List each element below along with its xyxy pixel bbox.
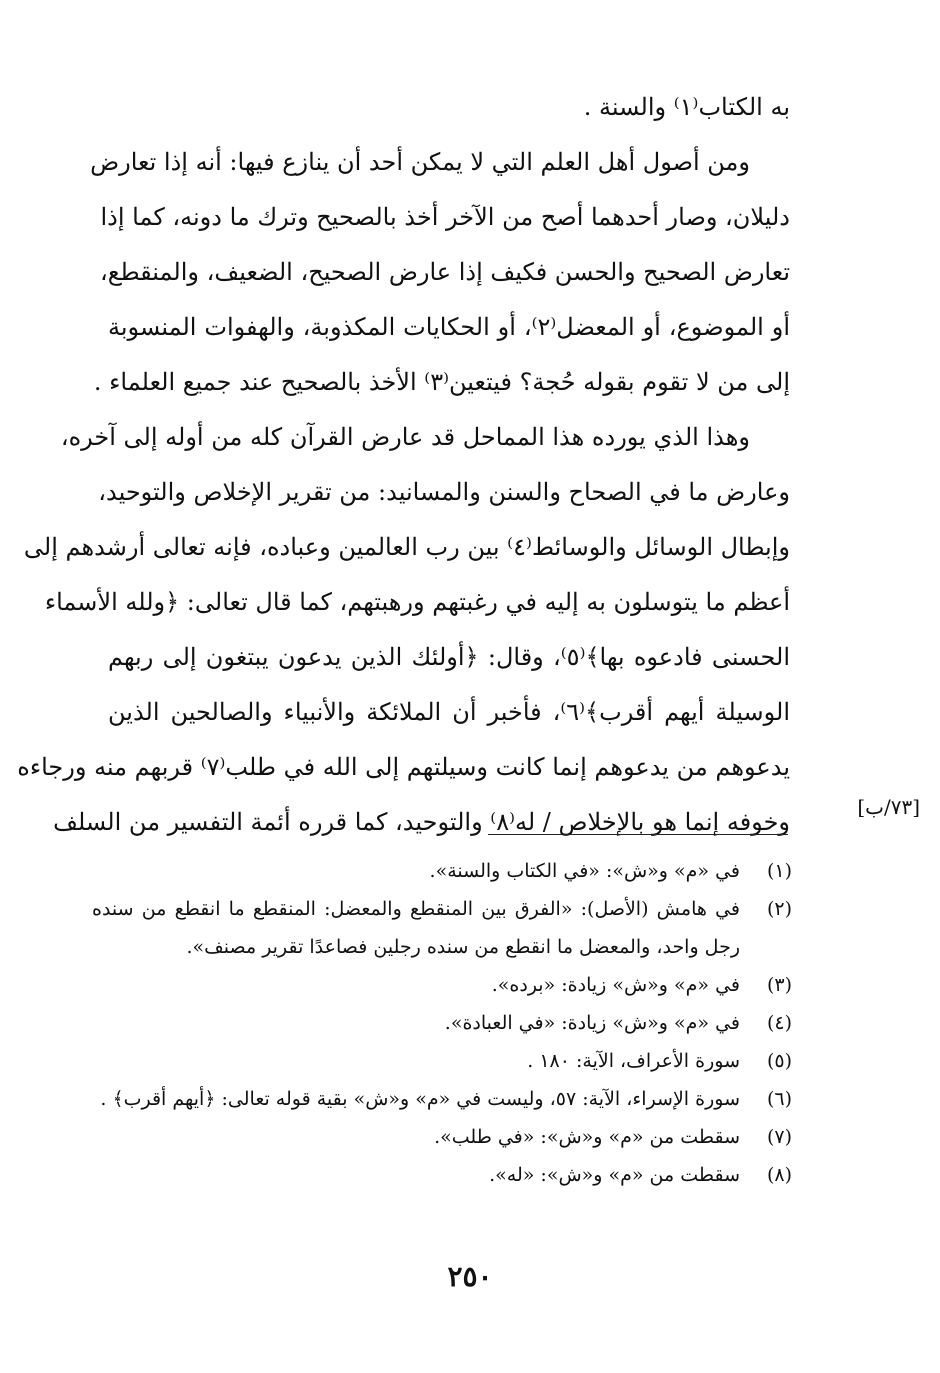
text-line-13: يدعوهم من يدعوهم إنما كانت وسيلتهم إلى الله في طلب⁽٧⁾ قربهم منه ورجاءه bbox=[17, 753, 790, 781]
text-line-5: أو الموضوع، أو المعضل⁽٢⁾، أو الحكايات المكذوبة، والهفوات المنسوبة bbox=[108, 313, 790, 341]
footnote-number: (٢) bbox=[766, 898, 792, 920]
footnote-2 bbox=[92, 890, 792, 966]
text-line-6: إلى من لا تقوم بقوله حُجة؟ فيتعين⁽٣⁾ الأخذ بالصحيح عند جميع العلماء . bbox=[93, 368, 790, 396]
footnote-number: (٨) bbox=[766, 1164, 792, 1186]
footnotes bbox=[92, 852, 792, 1194]
footnote-6 bbox=[92, 1080, 792, 1118]
footnote-5 bbox=[92, 1042, 792, 1080]
footnote-text: في «م» و«ش» زيادة: «برده». bbox=[491, 974, 740, 996]
footnote-number: (٣) bbox=[766, 974, 792, 996]
footnote-text: سقطت من «م» و«ش»: «في طلب». bbox=[434, 1126, 740, 1148]
footnote-text: في «م» و«ش»: «في الكتاب والسنة». bbox=[429, 860, 740, 882]
footnote-number: (٦) bbox=[766, 1088, 792, 1110]
text-line-4: تعارض الصحيح والحسن فكيف إذا عارض الصحيح، الضعيف، والمنقطع، bbox=[99, 258, 790, 286]
text-line-1: به الكتاب⁽١⁾ والسنة . bbox=[583, 93, 790, 121]
footnote-number: (٤) bbox=[766, 1012, 792, 1034]
footnote-separator bbox=[488, 834, 788, 835]
text-line-12: الوسيلة أيهم أقرب﴾⁽٦⁾، فأخبر أن الملائكة والأنبياء والصالحين الذين bbox=[108, 698, 790, 726]
text-line-3: دليلان، وصار أحدهما أصح من الآخر أخذ بالصحيح وترك ما دونه، كما إذا bbox=[100, 203, 790, 231]
footnote-text: في «م» و«ش» زيادة: «في العبادة». bbox=[444, 1012, 740, 1034]
text-line-10: أعظم ما يتوسلون به إليه في رغبتهم ورهبتهم، كما قال تعالى: ﴿ولله الأسماء bbox=[44, 588, 790, 616]
manuscript-folio-marker: [٧٣/ب] bbox=[857, 795, 920, 819]
main-text bbox=[17, 80, 790, 850]
footnote-text: سورة الأعراف، الآية: ١٨٠ . bbox=[527, 1050, 740, 1072]
footnote-number: (٧) bbox=[766, 1126, 792, 1148]
footnote-3 bbox=[92, 966, 792, 1004]
footnote-text: سقطت من «م» و«ش»: «له». bbox=[489, 1164, 740, 1186]
footnote-text: سورة الإسراء، الآية: ٥٧، وليست في «م» و«ش» بقية قوله تعالى: ﴿أيهم أقرب﴾ . bbox=[100, 1088, 740, 1110]
footnote-number: (١) bbox=[766, 860, 792, 882]
text-line-8: وعارض ما في الصحاح والسنن والمسانيد: من تقرير الإخلاص والتوحيد، bbox=[98, 478, 790, 506]
text-line-14: وخوفه إنما هو بالإخلاص / له⁽٨⁾ والتوحيد، كما قرره أئمة التفسير من السلف bbox=[53, 808, 790, 836]
page-number: ٢٥٠ bbox=[447, 1260, 493, 1293]
text-line-9: وإبطال الوسائل والوسائط⁽٤⁾ بين رب العالمين وعباده، فإنه تعالى أرشدهم إلى bbox=[23, 533, 790, 561]
footnote-1 bbox=[92, 852, 792, 890]
footnote-4 bbox=[92, 1004, 792, 1042]
footnote-number: (٥) bbox=[766, 1050, 792, 1072]
footnote-8 bbox=[92, 1156, 792, 1194]
text-line-11: الحسنى فادعوه بها﴾⁽٥⁾، وقال: ﴿أولئك الذين يدعون يبتغون إلى ربهم bbox=[108, 643, 790, 671]
text-line-2: ومن أصول أهل العلم التي لا يمكن أحد أن ينازع فيها: أنه إذا تعارض bbox=[90, 148, 750, 176]
text-line-7: وهذا الذي يورده هذا المماحل قد عارض القرآن كله من أوله إلى آخره، bbox=[60, 423, 750, 451]
footnote-text: في هامش (الأصل): «الفرق بين المنقطع والمعضل: المنقطع ما انقطع من سنده رجل واحد، والمعضل ما انقطع من سنده رجلين فصاعدًا تقرير مصنف». bbox=[92, 898, 740, 958]
footnote-7 bbox=[92, 1118, 792, 1156]
